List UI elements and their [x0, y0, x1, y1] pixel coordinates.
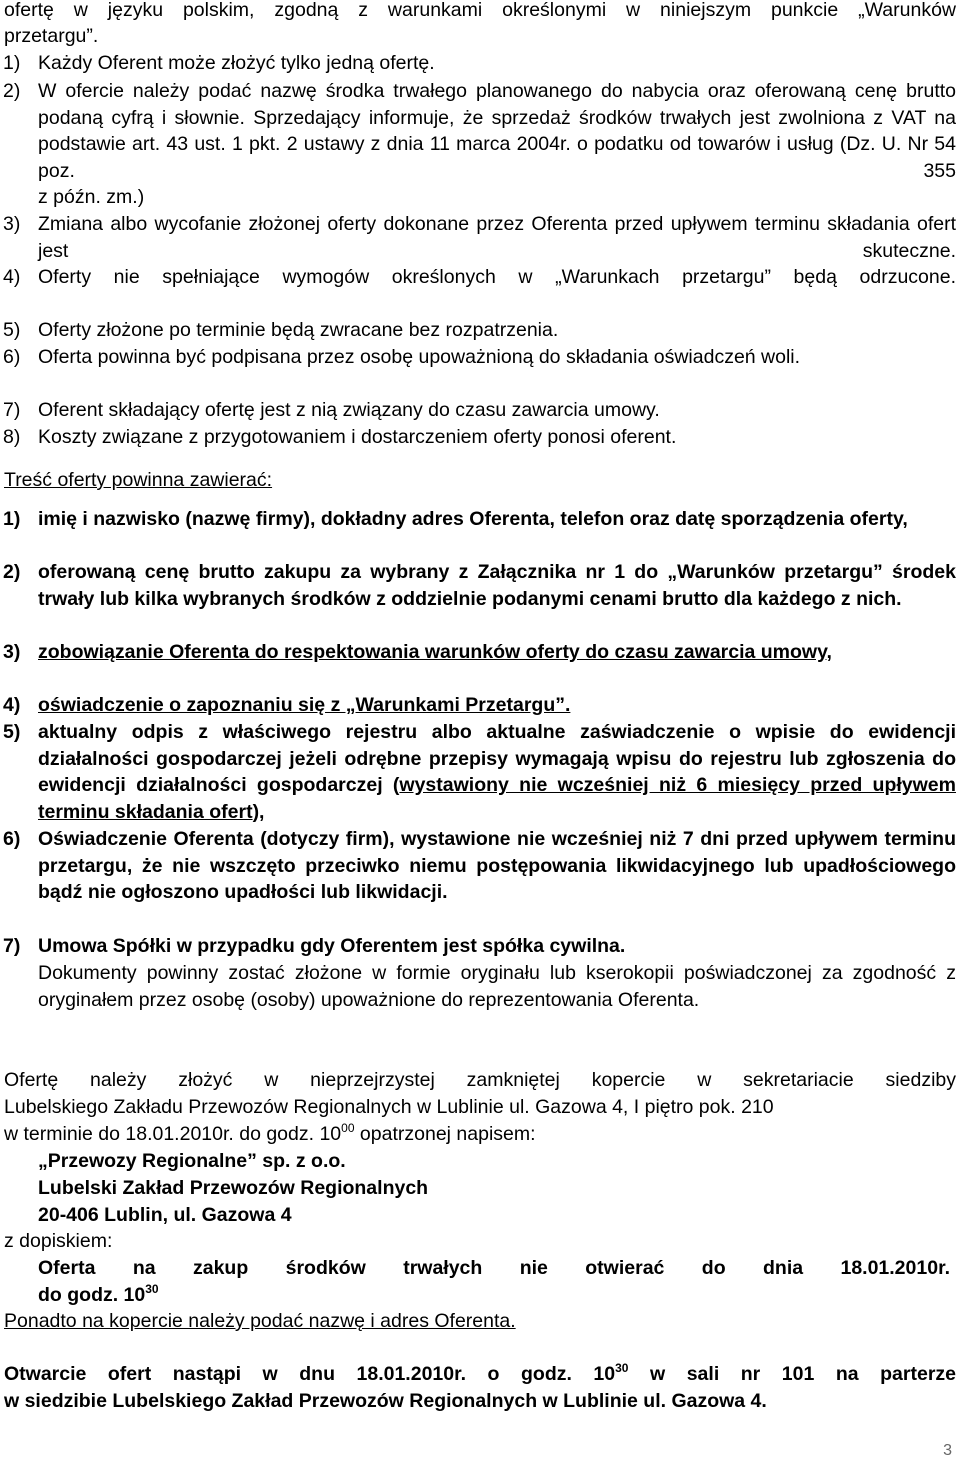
submission-line-2: Lubelskiego Zakładu Przewozów Regionalnych w Lublinie ul. Gazowa 4, I piętro pok. 210 [4, 1096, 774, 1118]
note-label: z dopiskiem: [4, 1230, 113, 1252]
page-number: 3 [943, 1442, 952, 1459]
note-line-2: do godz. $10^{30}$ [38, 1282, 159, 1306]
content-item-4: 4) oświadczenie o zapoznaniu się z „Warunkami Przetargu”. [3, 694, 571, 716]
submission-line-1: Ofertę należy złożyć w nieprzejrzystej zamkniętej kopercie w sekretariacie siedziby [4, 1069, 956, 1091]
content-item-3: 3) zobowiązanie Oferenta do respektowania warunków oferty do czasu zawarcia umowy, [3, 641, 832, 663]
rule-4: 4) Oferty nie spełniające wymogów określonych w „Warunkach przetargu” będą odrzucone. [3, 266, 956, 288]
content-item-7: 7) Umowa Spółki w przypadku gdy Oferentem jest spółka cywilna. [3, 935, 626, 957]
opening-line-1: Otwarcie ofert nastąpi w dnu 18.01.2010r. o godz. $10^{30}$ w sali nr 101 na parterze [4, 1361, 956, 1385]
note-line-1: Oferta na zakup środków trwałych nie otwierać do dnia 18.01.2010r. [38, 1257, 950, 1279]
intro-line-2: przetargu”. [4, 25, 99, 47]
envelope-note: Ponadto na kopercie należy podać nazwę i adres Oferenta. [4, 1310, 516, 1332]
address-line-1: „Przewozy Regionalne” sp. z o.o. [38, 1150, 346, 1172]
content-item-7-note: Dokumenty powinny zostać złożone w formie oryginału lub kserokopii poświadczonej za zgodność z oryginałem przez osobę (osoby) upoważnione do reprezentowania Oferenta. [38, 962, 956, 1011]
address-line-2: Lubelski Zakład Przewozów Regionalnych [38, 1177, 429, 1199]
rule-7: 7) Oferent składający ofertę jest z nią związany do czasu zawarcia umowy. [3, 399, 660, 421]
intro-line-1: ofertę w języku polskim, zgodną z warunkami określonymi w niniejszym punkcie „Warunków [4, 0, 956, 21]
rule-6: 6) Oferta powinna być podpisana przez osobę upoważnioną do składania oświadczeń woli. [3, 346, 801, 368]
rule-1: 1) Każdy Oferent może złożyć tylko jedną ofertę. [3, 52, 435, 74]
address-line-3: 20-406 Lublin, ul. Gazowa 4 [38, 1204, 292, 1226]
submission-line-3: w terminie do 18.01.2010r. do godz. $10^{00}$ opatrzonej napisem: [4, 1121, 536, 1145]
content-item-6: 6) Oświadczenie Oferenta (dotyczy firm), wystawione nie wcześniej niż 7 dni przed upływem terminu przetargu, że nie wszczęto przeciwko niemu postępowania likwidacyjnego lub upadłościowego bądź nie ogłoszono upadłości lub likwidacji. [3, 828, 956, 903]
content-item-2: 2) oferowaną cenę brutto zakupu za wybrany z Załącznika nr 1 do „Warunków przetargu” środek trwały lub kilka wybranych środków z oddzielnie podanymi cenami brutto dla każdego z nich. [3, 561, 956, 610]
content-item-1: 1) imię i nazwisko (nazwę firmy), dokładny adres Oferenta, telefon oraz datę sporządzenia oferty, [3, 508, 908, 530]
content-heading: Treść oferty powinna zawierać: [4, 469, 273, 491]
rule-8: 8) Koszty związane z przygotowaniem i dostarczeniem oferty ponosi oferent. [3, 426, 677, 448]
rule-5: 5) Oferty złożone po terminie będą zwracane bez rozpatrzenia. [3, 319, 559, 341]
content-item-5: 5) aktualny odpis z właściwego rejestru albo aktualne zaświadczenie o wpisie do ewidencji działalności gospodarczej jeżeli odrębne przepisy wymagają wpisu do rejestru lub zgłoszenia do ewidencji działalności gospodarczej (wystawiony nie wcześniej niż 6 miesięcy przed upływem terminu składania ofert), [3, 721, 956, 823]
rule-3: 3) Zmiana albo wycofanie złożonej oferty dokonane przez Oferenta przed upływem terminu składania ofert jest skuteczne. [3, 213, 956, 262]
opening-line-2: w siedzibie Lubelskiego Zakład Przewozów Regionalnych w Lublinie ul. Gazowa 4. [4, 1390, 767, 1412]
rule-2: 2) W ofercie należy podać nazwę środka trwałego planowanego do nabycia oraz oferowaną cenę brutto podaną cyfrą i słownie. Sprzedający informuje, że sprzedaż środków trwałych jest zwolniona z VAT na podstawie art. 43 ust. 1 pkt. 2 ustawy z dnia 11 marca 2004r. o podatku od towarów i usług (Dz. U. Nr 54 poz. 355 z późn. zm.) [3, 80, 956, 208]
